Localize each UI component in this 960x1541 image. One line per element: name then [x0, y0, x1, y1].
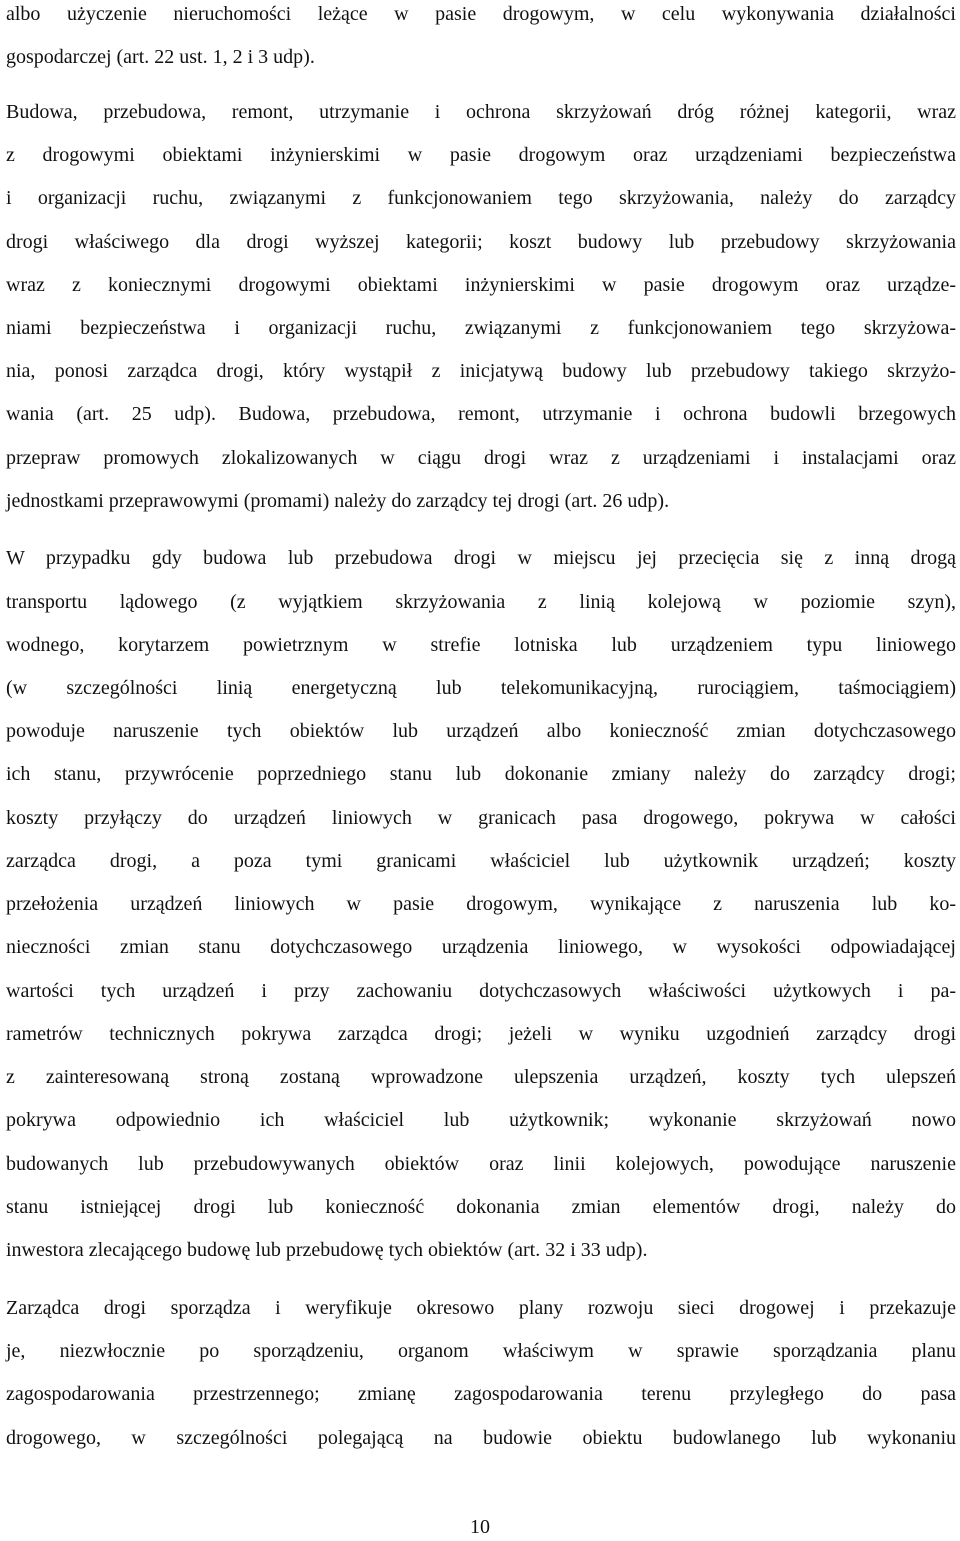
text-line: pokrywa odpowiednio ich właściciel lub użytkownik; wykonanie skrzyżowań nowo [6, 1109, 956, 1131]
text-line: je, niezwłocznie po sporządzeniu, organom właściwym w sprawie sporządzania planu [6, 1340, 956, 1362]
text-line: niami bezpieczeństwa i organizacji ruchu, związanymi z funkcjonowaniem tego skrzyżowa- [6, 317, 956, 339]
text-line: transportu lądowego (z wyjątkiem skrzyżowania z linią kolejową w poziomie szyn), [6, 591, 956, 613]
text-line: z zainteresowaną stroną zostaną wprowadzone ulepszenia urządzeń, koszty tych ulepszeń [6, 1066, 956, 1088]
text-line: albo użyczenie nieruchomości leżące w pasie drogowym, w celu wykonywania działalności [6, 3, 956, 25]
text-line: gospodarczej (art. 22 ust. 1, 2 i 3 udp). [6, 46, 315, 68]
text-line: nieczności zmian stanu dotychczasowego urządzenia liniowego, w wysokości odpowiadającej [6, 936, 956, 958]
page-number: 10 [470, 1516, 490, 1538]
text-line: inwestora zlecającego budowę lub przebudowę tych obiektów (art. 32 i 33 udp). [6, 1239, 648, 1261]
text-line: ich stanu, przywrócenie poprzedniego stanu lub dokonanie zmiany należy do zarządcy drogi; [6, 763, 956, 785]
text-line: jednostkami przeprawowymi (promami) należy do zarządcy tej drogi (art. 26 udp). [6, 490, 670, 512]
text-line: z drogowymi obiektami inżynierskimi w pasie drogowym oraz urządzeniami bezpieczeństwa [6, 144, 956, 166]
text-line: wodnego, korytarzem powietrznym w strefie lotniska lub urządzeniem typu liniowego [6, 634, 956, 656]
text-line: przepraw promowych zlokalizowanych w ciągu drogi wraz z urządzeniami i instalacjami oraz [6, 447, 956, 469]
text-line: wartości tych urządzeń i przy zachowaniu dotychczasowych właściwości użytkowych i pa- [6, 980, 956, 1002]
text-line: wraz z koniecznymi drogowymi obiektami inżynierskimi w pasie drogowym oraz urządze- [6, 274, 956, 296]
text-line: zarządca drogi, a poza tymi granicami właściciel lub użytkownik urządzeń; koszty [6, 850, 956, 872]
text-line: wania (art. 25 udp). Budowa, przebudowa, remont, utrzymanie i ochrona budowli brzegowych [6, 403, 956, 425]
text-line: stanu istniejącej drogi lub konieczność dokonania zmian elementów drogi, należy do [6, 1196, 956, 1218]
text-line: powoduje naruszenie tych obiektów lub urządzeń albo konieczność zmian dotychczasowego [6, 720, 956, 742]
text-line: (w szczególności linią energetyczną lub telekomunikacyjną, rurociągiem, taśmociągiem) [6, 677, 956, 699]
text-line: Zarządca drogi sporządza i weryfikuje okresowo plany rozwoju sieci drogowej i przekazuje [6, 1297, 956, 1319]
text-line: budowanych lub przebudowywanych obiektów oraz linii kolejowych, powodujące naruszenie [6, 1153, 956, 1175]
text-line: rametrów technicznych pokrywa zarządca drogi; jeżeli w wyniku uzgodnień zarządcy drogi [6, 1023, 956, 1045]
text-line: W przypadku gdy budowa lub przebudowa drogi w miejscu jej przecięcia się z inną drogą [6, 547, 956, 569]
text-line: Budowa, przebudowa, remont, utrzymanie i ochrona skrzyżowań dróg różnej kategorii, wraz [6, 101, 956, 123]
text-line: nia, ponosi zarządca drogi, który wystąpił z inicjatywą budowy lub przebudowy takiego skrzyżo- [6, 360, 956, 382]
text-line: zagospodarowania przestrzennego; zmianę zagospodarowania terenu przyległego do pasa [6, 1383, 956, 1405]
text-line: i organizacji ruchu, związanymi z funkcjonowaniem tego skrzyżowania, należy do zarządcy [6, 187, 956, 209]
text-line: drogowego, w szczególności polegającą na budowie obiektu budowlanego lub wykonaniu [6, 1427, 956, 1449]
text-line: koszty przyłączy do urządzeń liniowych w granicach pasa drogowego, pokrywa w całości [6, 807, 956, 829]
text-line: przełożenia urządzeń liniowych w pasie drogowym, wynikające z naruszenia lub ko- [6, 893, 956, 915]
text-line: drogi właściwego dla drogi wyższej kategorii; koszt budowy lub przebudowy skrzyżowania [6, 231, 956, 253]
